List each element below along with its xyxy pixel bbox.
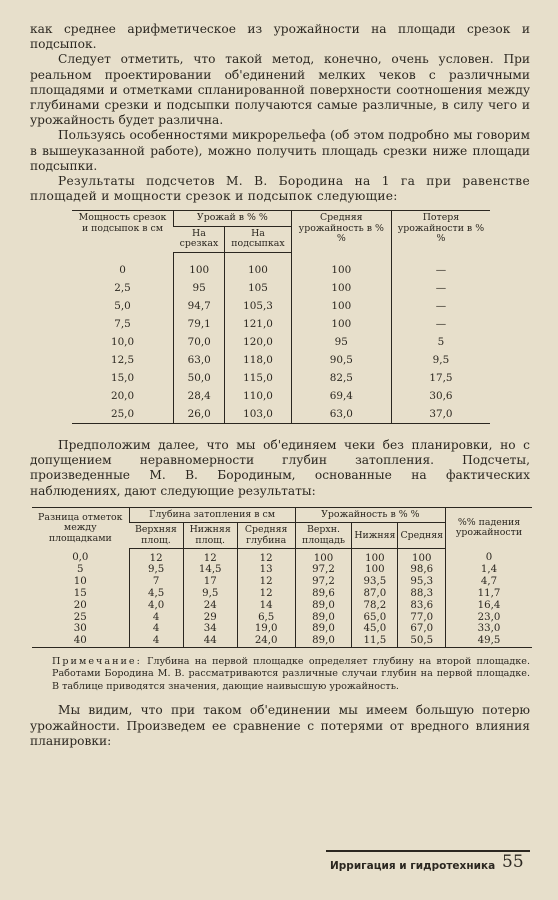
table-cell: 12 — [237, 576, 295, 588]
table-cell: 4 — [129, 611, 183, 623]
page-footer — [326, 850, 530, 872]
table-cell: 97,2 — [295, 576, 352, 588]
table1-header-cuts: На срезках — [174, 226, 225, 252]
table-cell: 12 — [237, 588, 295, 600]
table-cell: 4 — [129, 623, 183, 635]
table-row — [32, 635, 532, 647]
table-cell: 87,0 — [352, 588, 398, 600]
table-cell: 110,0 — [225, 387, 291, 405]
table-cell: 7 — [129, 576, 183, 588]
table2-header-upper-area: Верхн. площадь — [295, 523, 352, 549]
table-cell: 5,0 — [114, 299, 131, 312]
table-cell: 5 — [391, 333, 490, 351]
table-cell: 0 — [119, 263, 126, 276]
table-cell: 6,5 — [237, 611, 295, 623]
table-cell: 29 — [183, 611, 237, 623]
table-cell: 33,0 — [446, 623, 532, 635]
table2-header-lower-plot: Нижняя площ. — [183, 523, 237, 549]
table-cell: 89,0 — [295, 635, 352, 647]
paragraph-uneven-depth: Предположим далее, что мы об'единяем чеки без планировки, но с допущением неравномерности глубин затопления. Подсчеты, произведенные М. В. Бородиным, основанные на фактических наблюдениях, дают следующие результаты: — [30, 437, 530, 498]
table-cell: 90,5 — [291, 351, 391, 369]
table-row — [72, 333, 490, 351]
table-cell: 30,6 — [391, 387, 490, 405]
table-cell: 63,0 — [291, 405, 391, 424]
table-cell: 10,0 — [110, 335, 135, 348]
table1-body — [72, 252, 490, 423]
table-cell: 115,0 — [225, 369, 291, 387]
table-cell: 103,0 — [225, 405, 291, 424]
table-cell: 82,5 — [291, 369, 391, 387]
table-cell: 24 — [183, 599, 237, 611]
table-note — [52, 656, 530, 694]
journal-title: Ирригация и гидротехника — [330, 860, 496, 872]
table2-body — [32, 549, 532, 647]
page-number: 55 — [502, 852, 524, 872]
table2-header-lower: Нижняя — [352, 523, 398, 549]
table-cell: — — [391, 279, 490, 297]
table-row — [32, 564, 532, 576]
table-cell: 13 — [237, 564, 295, 576]
table-cell: 100 — [291, 252, 391, 279]
paragraph-results-intro: Результаты подсчетов М. В. Бородина на 1 га при равенстве площадей и мощности срезок и подсыпок следующие: — [30, 174, 530, 204]
table-cell: 9,5 — [129, 564, 183, 576]
table-cell: 50,0 — [174, 369, 225, 387]
table2-header-yield-group: Урожайность в % % — [295, 507, 445, 523]
table-cell: 37,0 — [391, 405, 490, 424]
table-row — [72, 315, 490, 333]
table1-header-fills: На подсыпках — [225, 226, 291, 252]
table-cell: 4,7 — [446, 576, 532, 588]
table-row — [32, 576, 532, 588]
table-cell: 100 — [295, 549, 352, 564]
table-cell: 20 — [73, 599, 87, 611]
table-cell: — — [391, 315, 490, 333]
table-cell: 79,1 — [174, 315, 225, 333]
table-cell: 9,5 — [183, 588, 237, 600]
table-cell: 30 — [73, 623, 87, 635]
table-cell: 12 — [237, 549, 295, 564]
table-cell: 24,0 — [237, 635, 295, 647]
table-cell: 94,7 — [174, 297, 225, 315]
table-cell: 28,4 — [174, 387, 225, 405]
table-cell: 95 — [291, 333, 391, 351]
table-row — [32, 599, 532, 611]
table-cell: 95 — [174, 279, 225, 297]
paragraph-comparison: Мы видим, что при таком об'единении мы имеем большую потерю урожайности. Произведем ее сравнение с потерями от вредного влияния планировки: — [30, 703, 530, 748]
table-cell: 97,2 — [295, 564, 352, 576]
table-cell: 12 — [183, 549, 237, 564]
table-cell: 100 — [352, 564, 398, 576]
table-cell: 105,3 — [225, 297, 291, 315]
table-row — [72, 279, 490, 297]
table-cell: 10 — [73, 576, 87, 588]
paragraph-method-note: Следует отметить, что такой метод, конечно, очень условен. При реальном проектировании об'единений мелких чеков с различными площадями и отметками спланированной поверхности соотношения между глубинами срезки и подсыпки получаются самые различные, в силу чего и урожайность будет различна. — [30, 52, 530, 128]
table-cell: 100 — [291, 279, 391, 297]
table-cell: 0,0 — [72, 552, 89, 564]
table-cell: 40 — [73, 635, 87, 647]
table-row — [72, 387, 490, 405]
table-cell: 9,5 — [391, 351, 490, 369]
table-cell: — — [391, 252, 490, 279]
table-cell: 15 — [73, 588, 87, 600]
table-row — [72, 351, 490, 369]
table2-header-depth-group: Глубина затопления в см — [129, 507, 295, 523]
table-cell: 4,5 — [129, 588, 183, 600]
table2-header-elevation-diff: Разница отметок между площадками — [38, 511, 123, 544]
paragraph-microrelief: Пользуясь особенностями микрорельефа (об этом подробно мы говорим в вышеуказанной работе), можно получить площадь срезки ниже площади подсыпки. — [30, 128, 530, 173]
table-cell: 1,4 — [446, 564, 532, 576]
table-cell: 14,5 — [183, 564, 237, 576]
table-cell: 44 — [183, 635, 237, 647]
table-cell: 100 — [174, 252, 225, 279]
table-cell: 16,4 — [446, 599, 532, 611]
table-cell: 12,5 — [110, 353, 135, 366]
table-cell: 11,7 — [446, 588, 532, 600]
table-cell: 7,5 — [114, 317, 131, 330]
table-row — [32, 611, 532, 623]
table-cell: 78,2 — [352, 599, 398, 611]
table-cell: 100 — [291, 315, 391, 333]
table-cell: 5 — [77, 564, 84, 576]
table1-header-thickness: Мощность срезок и подсыпок в см — [78, 212, 167, 234]
table-cell: 98,6 — [398, 564, 446, 576]
table-cell: 45,0 — [352, 623, 398, 635]
page-body — [30, 22, 530, 749]
table-row — [72, 297, 490, 315]
table-cell: 69,4 — [291, 387, 391, 405]
table-cell: 93,5 — [352, 576, 398, 588]
table-row — [32, 549, 532, 564]
table-cell: 70,0 — [174, 333, 225, 351]
table-cell: 89,0 — [295, 599, 352, 611]
table-cell: 100 — [352, 549, 398, 564]
table-cell: 4 — [129, 635, 183, 647]
table-cell: 0 — [446, 549, 532, 564]
table-cell: 19,0 — [237, 623, 295, 635]
table-cell: 49,5 — [446, 635, 532, 647]
table-cell: 67,0 — [398, 623, 446, 635]
table-cell: 15,0 — [110, 371, 135, 384]
table-cell: 121,0 — [225, 315, 291, 333]
table-cell: 12 — [129, 549, 183, 564]
table-cell: 4,0 — [129, 599, 183, 611]
table-cell: 100 — [291, 297, 391, 315]
table-cell: 63,0 — [174, 351, 225, 369]
table-row — [72, 405, 490, 424]
table-cell: 120,0 — [225, 333, 291, 351]
table-cell: 65,0 — [352, 611, 398, 623]
table-cell: 89,0 — [295, 623, 352, 635]
table1-header-loss: Потеря урожайности в % % — [391, 211, 490, 253]
table-cell: 89,0 — [295, 611, 352, 623]
table-cell: 23,0 — [446, 611, 532, 623]
table-cell: 83,6 — [398, 599, 446, 611]
table-cell: 2,5 — [114, 281, 131, 294]
table-cell: 25,0 — [110, 407, 135, 420]
table-cell: 118,0 — [225, 351, 291, 369]
table-cell: 25 — [73, 611, 87, 623]
table-cell: 95,3 — [398, 576, 446, 588]
table-flooding-depth-yield — [32, 507, 532, 648]
table-row — [72, 252, 490, 279]
table-cell: 17,5 — [391, 369, 490, 387]
table-cell: 50,5 — [398, 635, 446, 647]
table2-header-yield-drop: %% падения урожайности — [446, 507, 532, 549]
table-cell: 34 — [183, 623, 237, 635]
table-cell: 88,3 — [398, 588, 446, 600]
paragraph-continuation: как среднее арифметическое из урожайности на площади срезок и подсыпок. — [30, 22, 530, 52]
table-row — [32, 623, 532, 635]
table1-header-yield-group: Урожай в % % — [174, 211, 292, 227]
table-cut-fill-yield — [72, 210, 490, 424]
table-cell: 17 — [183, 576, 237, 588]
table-cell: 14 — [237, 599, 295, 611]
table-cell: 100 — [398, 549, 446, 564]
table1-header-average: Средняя урожайность в % % — [291, 211, 391, 253]
table-cell: 100 — [225, 252, 291, 279]
table-row — [32, 588, 532, 600]
table-cell: 77,0 — [398, 611, 446, 623]
table-cell: — — [391, 297, 490, 315]
table-cell: 11,5 — [352, 635, 398, 647]
table2-header-mean-depth: Средняя глубина — [237, 523, 295, 549]
note-label: Примечание: — [52, 655, 142, 667]
table-row — [72, 369, 490, 387]
table-cell: 105 — [225, 279, 291, 297]
table-cell: 20,0 — [110, 389, 135, 402]
note-text: Глубина на первой площадке определяет глубину на второй площадке. Работами Бородина М. В. рассматриваются различные случаи глубин на первой площадке. В таблице приводятся значения, дающие наивысшую урожайность. — [52, 655, 530, 692]
table2-header-mean: Средняя — [398, 523, 446, 549]
table-cell: 26,0 — [174, 405, 225, 424]
table-cell: 89,6 — [295, 588, 352, 600]
table2-header-upper-plot: Верхняя площ. — [129, 523, 183, 549]
